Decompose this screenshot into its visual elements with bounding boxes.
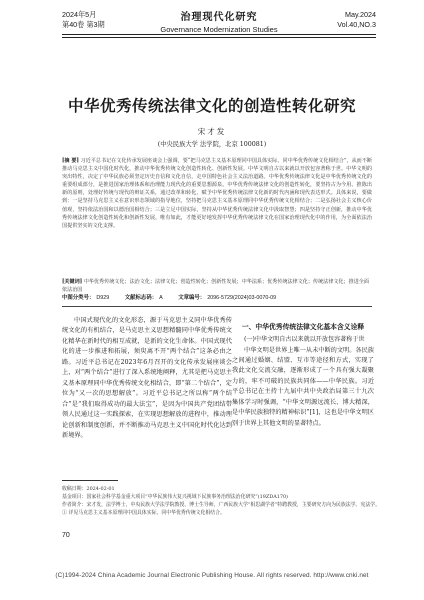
header-rule [62, 34, 376, 35]
issue-volume-cn: 第40卷 第3期 [62, 19, 105, 29]
section-heading: 一、中华优秀传统法律文化基本含义诠释 [241, 323, 365, 331]
journal-name-en: Governance Modernization Studies [160, 25, 278, 34]
footnote-note: ① 详见马克思主义基本原理同中国具体实际，同中华优秀传统文化相结合。 [62, 510, 225, 516]
classification-line [62, 294, 372, 302]
header-right [337, 10, 376, 29]
page-number: 70 [62, 532, 70, 539]
abstract-divider [62, 306, 372, 307]
keywords-text: 中华优秀传统文化；法治文化；法律文化；创造性转化；创新性发展；中华法系；优秀传统法律文化；传统法律文化；推进全面依法治国 [62, 279, 369, 293]
keywords-label: [关键词] [62, 279, 83, 285]
article-title: 中华优秀传统法律文化的创造性转化研究 [67, 97, 356, 115]
footnote-author-bio: 作者简介：宋才发，法学博士，中央民族大学法学院教授、博士生导师，广西民族大学“相思湖学者”特聘教授，主要研究方向为民族法学、宪法学。 [62, 502, 381, 508]
body-paragraph: 中国式现代化的文化形态，源于马克思主义同中华优秀传统文化的有机结合，是马克思主义思想精髓同中华优秀传统文化精华在新时代的相互成就，是新的文化生命体。中国式现代化的进一步推进和拓展，须臾离不开“两个结合”这条必由之路。习近平总书记在2023年6月召开的文化传承发展座谈会上，对“两个结合”进行了深入系统地阐释，尤其是把马克思主义基本原理同中华优秀传统文化相结合，即“第二个结合”，定位为“又一次的思想解放”。习近平总书记之所以称“两个结合”是“我们取得成功的最大法宝”，是因为中国共产党团结带领人民通过这一实践探索，在实现思想解放的进程中，推动理论创新和制度创新，并不断推动马克思主义中国化时代化达到新境界。 [62, 317, 232, 439]
journal-name-cn: 治理现代化研究 [180, 12, 258, 23]
footnote-received: 收稿日期：2024-02-01 [62, 486, 115, 492]
issue-date-en: May.2024 [344, 10, 376, 19]
body-column-left [62, 316, 232, 441]
issue-volume-en: Vol.40,NO.3 [337, 19, 376, 29]
abstract [62, 157, 372, 230]
abstract-text: 习近平总书记在文化传承发展座谈会上强调，要“把马克思主义基本原理同中国具体实际、同中华优秀传统文化相结合”，从而不断推动马克思主义中国化时代化，推动中华优秀传统文化创造性转化、创新性发展。中华文明自古以来就以开放包容著称于世。中华文明的突出特性，决定了中华民族必须坚定历史自信和文化自信，走中国特色社会主义法治道路。中华优秀传统法律文化是中华优秀传统文化的重要组成部分，是推进国家治理体系和治理能力现代化的重要思想源泉。中华优秀传统法律文化的创造性转化，要坚持古为今用、推陈出新的原则，处理好传统与现代的辩证关系，通过改革和转化，赋予中华优秀传统法律文化新的时代内涵和现代表达形式。具体来说，要做到：一是坚持马克思主义在意识形态领域的指导地位，坚持把马克思主义基本原理同中华优秀传统文化相结合；二是弘扬社会主义核心价值观，坚持依法治国和以德治国相结合；三是立足中国实际，坚持从中华优秀传统法律文化中汲取智慧；四是坚持守正创新，推动中华优秀传统法律文化创造性转化和创新性发展。唯有如此，才能更好地发挥中华优秀传统法律文化在国家治理现代化中的作用，为全面依法治国提供坚实的文化支撑。 [62, 158, 372, 229]
header-rule-thin [62, 37, 376, 38]
footnote-rule [62, 480, 118, 481]
author-affiliation: (中央民族大学 法学院，北京 100081) [157, 141, 267, 148]
body-paragraph: 中华文明是世界上唯一从未中断的文明。各民族之间通过婚姻、结盟、互市等途径和方式，实现了我此文化交流交融，逐渐形成了一个具有强大凝聚力的，牢不可破的民族共同体——中华民族。习近平总书记在主持十九届中共中央政治局第三十九次集体学习时强调，“中华文明源远流长、博大精深，是中华民族独特的精神标识”[1]，这也是中华文明区别于世界上其他文明的显著特点。 [232, 346, 374, 427]
abstract-label: [摘 要] [62, 158, 79, 164]
footnotes [62, 485, 392, 517]
footnote-funding: 基金项目：国家社会科学基金重大项目“中华民族伟大复兴视域下民族事务治理法治化研究”(19ZDA170) [62, 494, 288, 500]
journal-header [62, 6, 376, 46]
clc-code: 中图分类号： D929 [62, 295, 110, 301]
article-id: 文章编号： 2096-5729(2024)03-0070-09 [178, 295, 277, 301]
keywords [62, 278, 372, 294]
subsection-heading: (一)中华文明自古以来就以开放包容著称于世 [244, 336, 365, 343]
article-author: 宋才发 [197, 127, 227, 136]
body-column-right [232, 316, 374, 429]
header-center [62, 8, 376, 34]
document-code: 文献标志码： A [124, 295, 163, 301]
copyright-footer: (C)1994-2024 China Academic Journal Electronic Publishing House. All rights reserved. http://www.cnki.net [55, 572, 369, 579]
issue-date-cn: 2024年5月 [62, 10, 97, 19]
